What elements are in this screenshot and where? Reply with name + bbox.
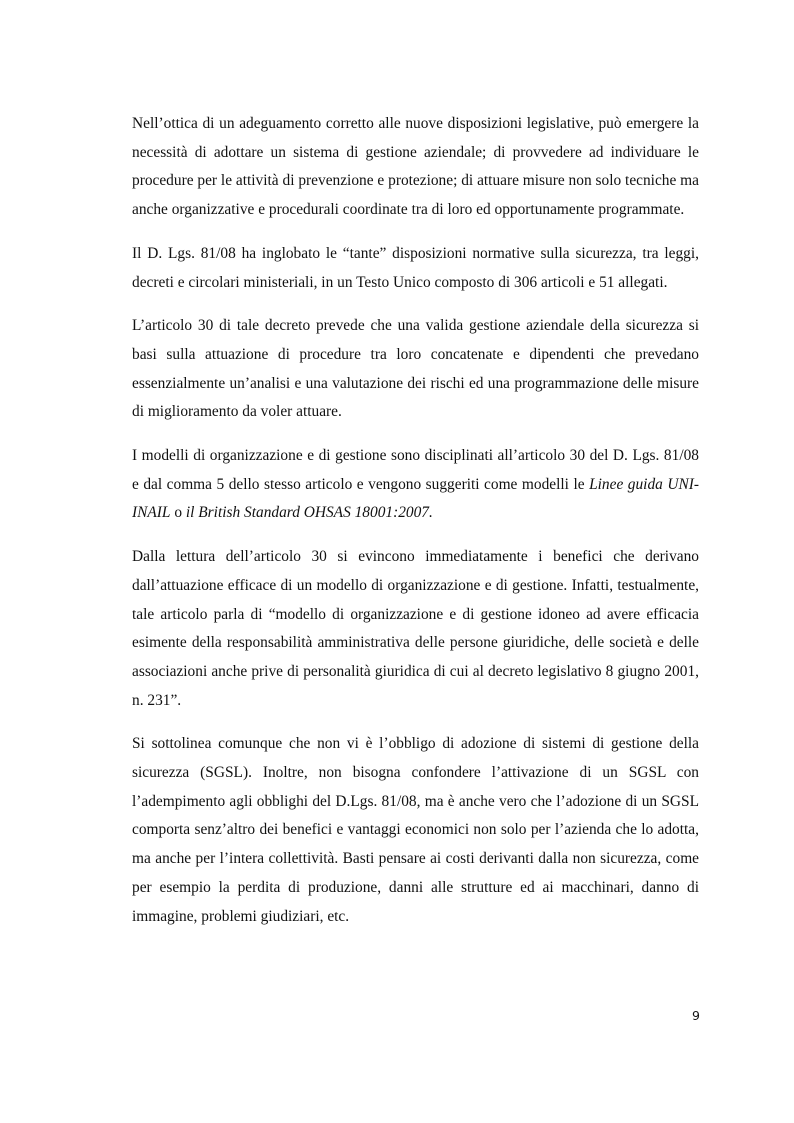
paragraph-testo-unico: Il D. Lgs. 81/08 ha inglobato le “tante” disposizioni normative sulla sicurezza, tra leggi, decreti e circolari ministeriali, in un Testo Unico composto di 306 articoli e 51 allegati. <box>132 244 699 291</box>
paragraph-benefici: Dalla lettura dell’articolo 30 si evincono immediatamente i benefici che derivano dall’attuazione efficace di un modello di organizzazione e di gestione. Infatti, testualmente, tale articolo parla di “modello di organizzazione e di gestione idoneo ad avere efficacia esimente della responsabilità amministrativa delle persone giuridiche, delle società e delle associazioni anche prive di personalità giuridica di cui al decreto legislativo 8 giugno 2001, n. 231”. <box>132 548 699 709</box>
page-number: 9 <box>692 1008 700 1023</box>
paragraph-text-start: I modelli di organizzazione e di gestione sono disciplinati all’articolo 30 del D. Lgs. 81/08 e dal comma 5 dello stesso articolo e vengono suggeriti come modelli le <box>132 447 699 493</box>
paragraph-articolo-30: L’articolo 30 di tale decreto prevede che una valida gestione aziendale della sicurezza si basi sulla attuazione di procedure tra loro concatenate e dipendenti che prevedano essenzialmente un’analisi e una valutazione dei rischi ed una programmazione delle misure di miglioramento da voler attuare. <box>132 317 699 421</box>
paragraph-sgsl-intro: Nell’ottica di un adeguamento corretto alle nuove disposizioni legislative, può emergere la necessità di adottare un sistema di gestione aziendale; di provvedere ad individuare le procedure per le attività di prevenzione e protezione; di attuare misure non solo tecniche ma anche organizzative e procedurali coordinate tra di loro ed opportunamente programmate. <box>132 115 699 219</box>
italic-british-standard: il British Standard OHSAS 18001:2007. <box>185 504 433 522</box>
paragraph-text-middle: o <box>170 504 186 522</box>
body-text <box>132 110 699 946</box>
italic-linee-guida: Linee guida UNI-INAIL <box>132 475 699 522</box>
paragraph-obbligo-sgsl: Si sottolinea comunque che non vi è l’obbligo di adozione di sistemi di gestione della sicurezza (SGSL). Inoltre, non bisogna confondere l’attivazione di un SGSL con l’adempimento agli obblighi del D.Lgs. 81/08, ma è anche vero che l’adozione di un SGSL comporta senz’altro dei benefici e vantaggi economici non solo per l’azienda che lo adotta, ma anche per l’intera collettività. Basti pensare ai costi derivanti dalla non sicurezza, come per esempio la perdita di produzione, danni alle strutture ed ai macchinari, danno di immagine, problemi giudiziari, etc. <box>132 735 699 925</box>
paragraph-modelli-organizzazione <box>132 442 699 528</box>
